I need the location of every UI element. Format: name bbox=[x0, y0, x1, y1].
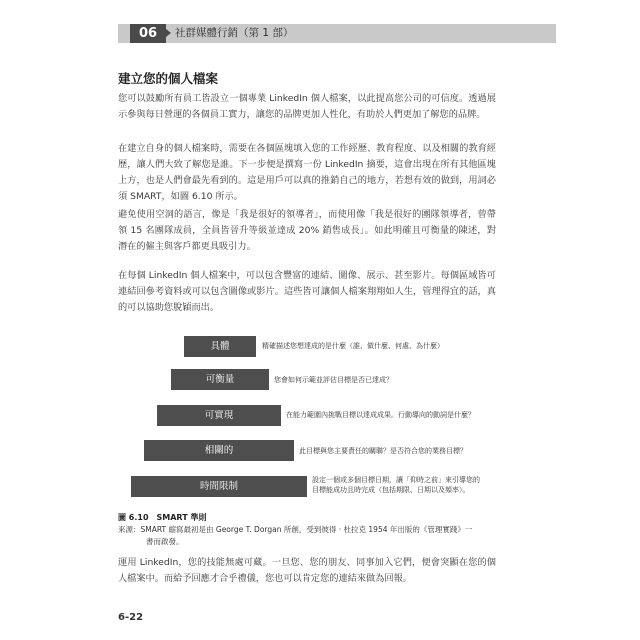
pyramid-desc-achievable: 在能力範圍內挑戰目標以達成成果。行動導向的動詞是什麼？ bbox=[286, 411, 475, 419]
paragraph-1: 您可以鼓勵所有員工皆設立一個專業 LinkedIn 個人檔案，以此提高您公司的可信度。透過展示參與每日營運的各個員工實力，讓您的品牌更加人性化，有助於人們更加了解您的品牌。 bbox=[118, 93, 496, 120]
pyramid-desc-measurable: 您會如何示範並評估目標是否已達成？ bbox=[274, 376, 393, 384]
pyramid-step-specific: 具體 bbox=[184, 336, 256, 357]
page-number: 6-22 bbox=[118, 612, 144, 623]
paragraph-2: 在建立自身的個人檔案時，需要在各個區塊填入您的工作經歷、教育程度、以及相關的教育經歷，讓人們大致了解您是誰。下一步便是撰寫一份 LinkedIn 摘要，這會出現在所有其他區塊上方，也是人們會最先看到的。這是用戶可以真的推銷自己的地方，若想有效的做到，用詞必須 SMART，如圖 6.10 所示。 bbox=[118, 143, 496, 202]
pyramid-step-achievable: 可實現 bbox=[157, 405, 281, 426]
paragraph-4: 在每個 LinkedIn 個人檔案中，可以包含豐富的連結、圖像、展示、甚至影片。每個區域皆可連結回參考資料或可以包含圖像或影片。這些皆可讓個人檔案翔翔如人生，管理得宜的話，真的可以協助您脫穎而出。 bbox=[118, 270, 496, 313]
pyramid-step-relevant: 相關的 bbox=[144, 440, 294, 461]
pyramid-desc-specific: 精確描述您想達成的是什麼（誰、做什麼、何處、為什麼） bbox=[262, 342, 444, 350]
chapter-number: 06 bbox=[130, 24, 166, 43]
closing-paragraph: 運用 LinkedIn，您的技能無處可藏。一旦您、您的朋友、同事加入它們，便會突顯在您的個人檔案中。而給予回應才合乎禮儀，您也可以肯定您的連結來做為回報。 bbox=[118, 557, 496, 584]
figure-caption-source bbox=[118, 524, 496, 548]
section-title: 建立您的個人檔案 bbox=[118, 71, 219, 86]
figure-source-line-2: 書而啟發。 bbox=[146, 537, 184, 546]
figure-source-line-1: 來源：SMART 縮寫最初是由 George T. Dorgan 所創，受到彼得 ‧ 杜拉克 1954 年出版的《管理實踐》一 bbox=[118, 525, 473, 534]
pyramid-desc-time-bound-line2: 目標能成功且時完成（包括期限、日期以及頻率）。 bbox=[312, 486, 470, 494]
pyramid-step-time-bound: 時間限制 bbox=[131, 476, 307, 497]
chapter-title: 社群媒體行銷（第 1 部） bbox=[175, 27, 294, 39]
paragraph-3: 避免使用空洞的語言，像是「我是很好的領導者」，而使用像「我是很好的團隊領導者，曾帶領 15 名團隊成員，全員皆晉升等級並達成 20% 銷售成長」。如此明確且可衡量的陳述，對潛在的僱主與客戶都更具吸引力。 bbox=[118, 209, 496, 252]
figure-caption-title: 圖 6.10 SMART 準則 bbox=[118, 513, 207, 522]
pyramid-step-measurable: 可衡量 bbox=[171, 369, 269, 390]
pyramid-desc-time-bound-line1: 設定一個或多個目標日期，讓「仰時之前」來引導您的 bbox=[312, 476, 480, 484]
chapter-arrow-icon bbox=[166, 29, 171, 37]
pyramid-desc-relevant: 此目標與您主要責任的關聯？是否符合您的業務目標？ bbox=[299, 447, 467, 455]
